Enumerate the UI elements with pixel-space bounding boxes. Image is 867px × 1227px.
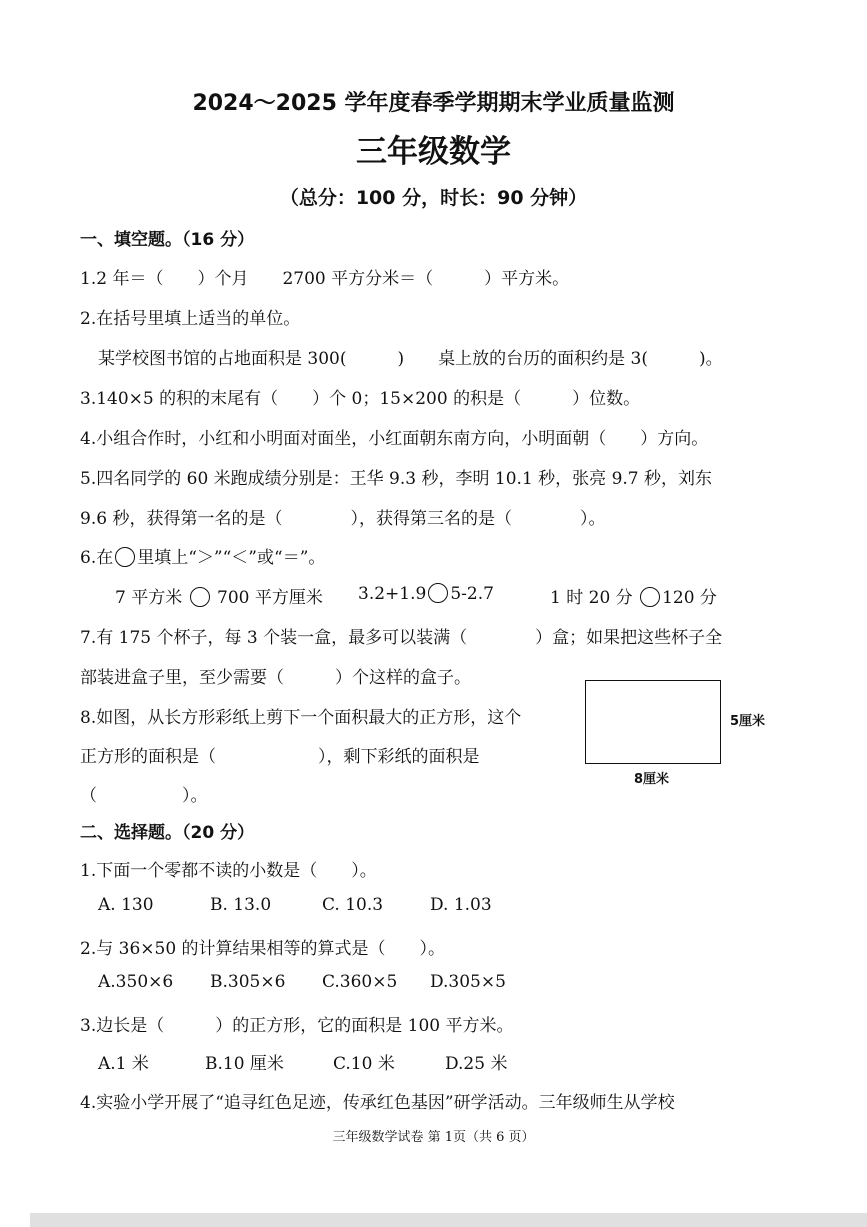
q2-1-option-a: A. 130 — [98, 895, 154, 915]
q2-2-option-d: D.305×5 — [430, 972, 506, 992]
q2-3-option-d: D.25 米 — [445, 1054, 508, 1074]
q2-2-option-b: B.305×6 — [210, 972, 286, 992]
question-1-7-line1: 7.有 175 个杯子，每 3 个装一盒，最多可以装满（ ）盒；如果把这些杯子全 — [80, 628, 723, 648]
compare-left-1: 7 平方米 — [115, 588, 183, 608]
section1-heading: 一、填空题。（16 分） — [80, 230, 255, 250]
question-1-6 — [80, 543, 325, 568]
question-1-8-line3: （ ）。 — [80, 786, 208, 806]
question-1-6-compare-3 — [550, 583, 717, 608]
question-1-8-line2: 正方形的面积是（ ），剩下彩纸的面积是 — [80, 747, 480, 767]
compare-right-3: 120 分 — [662, 588, 717, 608]
question-1-1: 1.2 年＝（ ）个月 2700 平方分米＝（ ）平方米。 — [80, 269, 570, 289]
compare-right-1: 700 平方厘米 — [217, 588, 323, 608]
exam-info: （总分：100 分，时长：90 分钟） — [279, 187, 588, 209]
circle-blank-icon — [115, 547, 135, 567]
question-2-4: 4.实验小学开展了“追寻红色足迹，传承红色基因”研学活动。三年级师生从学校 — [80, 1093, 675, 1113]
subject-title: 三年级数学 — [356, 134, 511, 170]
compare-circle-icon — [640, 587, 660, 607]
question-1-6-prefix: 6.在 — [80, 548, 114, 568]
compare-circle-icon — [190, 587, 210, 607]
q2-3-option-b: B.10 厘米 — [205, 1054, 284, 1074]
compare-right-2: 5-2.7 — [450, 584, 494, 604]
page-footer: 三年级数学试卷 第 1页（共 6 页） — [332, 1130, 535, 1145]
question-2-1: 1.下面一个零都不读的小数是（ ）。 — [80, 861, 377, 881]
question-1-6-compare-1 — [115, 583, 323, 608]
q2-2-option-c: C.360×5 — [322, 972, 398, 992]
q2-1-option-b: B. 13.0 — [210, 895, 272, 915]
compare-left-2: 3.2+1.9 — [358, 584, 427, 604]
question-1-2: 2.在括号里填上适当的单位。 — [80, 309, 301, 329]
q2-1-option-d: D. 1.03 — [430, 895, 492, 915]
q2-2-option-a: A.350×6 — [98, 972, 174, 992]
rectangle-width-label: 8厘米 — [634, 772, 670, 787]
viewer-scrollbar-track[interactable] — [30, 1213, 867, 1227]
q2-3-option-a: A.1 米 — [98, 1054, 149, 1074]
q2-1-option-c: C. 10.3 — [322, 895, 384, 915]
question-1-3: 3.140×5 的积的末尾有（ ）个 0；15×200 的积是（ ）位数。 — [80, 389, 641, 409]
question-1-6-compare-2 — [358, 583, 494, 604]
section2-heading: 二、选择题。（20 分） — [80, 823, 255, 843]
rectangle-height-label: 5厘米 — [730, 714, 766, 729]
question-1-5-line1: 5.四名同学的 60 米跑成绩分别是：王华 9.3 秒，李明 10.1 秒，张亮 9.7 秒，刘东 — [80, 469, 713, 489]
question-1-7-line2: 部装进盒子里，至少需要（ ）个这样的盒子。 — [80, 668, 471, 688]
question-1-2-items: 某学校图书馆的占地面积是 300( ) 桌上放的台历的面积约是 3( )。 — [98, 349, 723, 369]
question-1-4: 4.小组合作时，小红和小明面对面坐，小红面朝东南方向，小明面朝（ ）方向。 — [80, 429, 709, 449]
q2-3-option-c: C.10 米 — [333, 1054, 395, 1074]
compare-left-3: 1 时 20 分 — [550, 588, 633, 608]
question-2-2: 2.与 36×50 的计算结果相等的算式是（ ）。 — [80, 939, 446, 959]
exam-title: 2024～2025 学年度春季学期期末学业质量监测 — [192, 91, 675, 116]
question-1-8-line1: 8.如图，从长方形彩纸上剪下一个面积最大的正方形，这个 — [80, 708, 522, 728]
question-2-3: 3.边长是（ ）的正方形，它的面积是 100 平方米。 — [80, 1016, 514, 1036]
question-1-6-suffix: 里填上“＞”“＜”或“＝”。 — [137, 548, 326, 568]
question-1-5-line2: 9.6 秒，获得第一名的是（ ），获得第三名的是（ ）。 — [80, 509, 606, 529]
rectangle-diagram — [585, 680, 721, 764]
compare-circle-icon — [428, 583, 448, 603]
